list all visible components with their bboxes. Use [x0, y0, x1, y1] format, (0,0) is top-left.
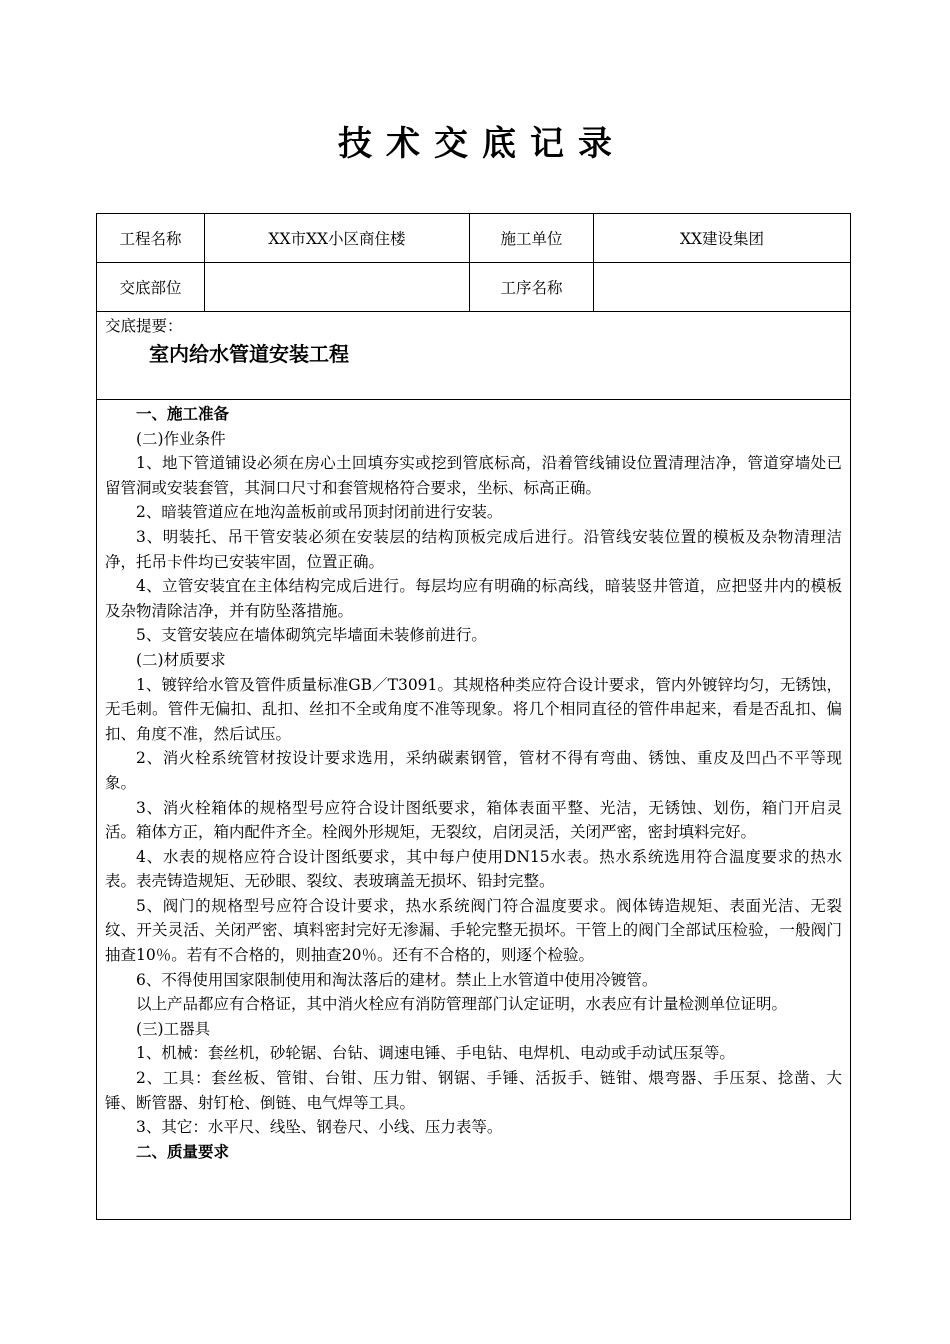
paragraph: 6、不得使用国家限制使用和淘汰落后的建材。禁止上水管道中使用冷镀管。	[136, 970, 658, 989]
project-name-label: 工程名称	[97, 214, 205, 262]
subsection-heading: (二)作业条件	[136, 429, 226, 448]
process-value	[594, 263, 850, 311]
paragraph: 1、地下管道铺设必须在房心土回填夯实或挖到管底标高，沿着管线铺设位置清理洁净，管道穿墙处已留管洞或安装套管，其洞口尺寸和套管规格符合要求，坐标、标高正确。	[105, 454, 842, 497]
contractor-label: 施工单位	[470, 214, 594, 262]
process-label: 工序名称	[470, 263, 594, 311]
subsection-heading: (三)工器具	[136, 1019, 211, 1038]
paragraph: 以上产品都应有合格证，其中消火栓应有消防管理部门认定证明，水表应有计量检测单位证明。	[136, 995, 788, 1014]
paragraph: 5、阀门的规格型号应符合设计要求，热水系统阀门符合温度要求。阀体铸造规矩、表面光洁、无裂纹、开关灵活、关闭严密、填料密封完好无渗漏、手轮完整无损坏。干管上的阀门全部试压检验，一般阀门抽查10％。若有不合格的，则抽查20％。还有不合格的，则逐个检验。	[105, 896, 842, 965]
paragraph: 3、明装托、吊干管安装必须在安装层的结构顶板完成后进行。沿管线安装位置的模板及杂物清理洁净，托吊卡件均已安装牢固，位置正确。	[105, 527, 842, 571]
content-body	[97, 400, 850, 1164]
section-heading: 二、质量要求	[136, 1142, 230, 1161]
summary-label: 交底提要：	[105, 317, 183, 335]
document-title: 技术交底记录	[338, 124, 626, 164]
header-row-2	[97, 263, 850, 312]
section-heading: 一、施工准备	[136, 405, 230, 423]
project-name-value: XX市XX小区商住楼	[205, 214, 470, 262]
paragraph: 4、立管安装宜在主体结构完成后进行。每层均应有明确的标高线，暗装竖井管道，应把竖井内的模板及杂物清除洁净，并有防坠落措施。	[105, 577, 842, 620]
paragraph: 3、消火栓箱体的规格型号应符合设计图纸要求，箱体表面平整、光洁，无锈蚀、划伤，箱门开启灵活。箱体方正，箱内配件齐全。栓阀外形规矩，无裂纹，启闭灵活，关闭严密，密封填料完好。	[105, 798, 842, 842]
location-label: 交底部位	[97, 263, 205, 311]
location-value	[205, 263, 470, 311]
paragraph: 5、支管安装应在墙体砌筑完毕墙面未装修前进行。	[136, 626, 487, 645]
record-table	[96, 213, 851, 1220]
paragraph: 1、机械：套丝机，砂轮锯、台钻、调速电锤、手电钻、电焊机、电动或手动试压泵等。	[136, 1044, 735, 1063]
paragraph: 2、暗装管道应在地沟盖板前或吊顶封闭前进行安装。	[136, 503, 503, 522]
contractor-value: XX建设集团	[679, 230, 765, 248]
paragraph: 3、其它：水平尺、线坠、钢卷尺、小线、压力表等。	[136, 1118, 503, 1137]
subsection-heading: (二)材质要求	[136, 650, 226, 669]
paragraph: 4、水表的规格应符合设计图纸要求，其中每户使用DN15水表。热水系统选用符合温度要求的热水表。表壳铸造规矩、无砂眼、裂纹、表玻璃盖无损坏、铅封完整。	[105, 847, 842, 891]
paragraph: 2、消火栓系统管材按设计要求选用，采纳碳素钢管，管材不得有弯曲、锈蚀、重皮及凹凸不平等现象。	[105, 749, 842, 792]
paragraph: 1、镀锌给水管及管件质量标准GB／T3091。其规格种类应符合设计要求，管内外镀锌均匀，无锈蚀，无毛刺。管件无偏扣、乱扣、丝扣不全或角度不准等现象。将几个相同直径的管件串起来，看是否乱扣、偏扣、角度不准，然后试压。	[105, 675, 842, 743]
paragraph: 2、工具：套丝板、管钳、台钳、压力钳、钢锯、手锤、活扳手、链钳、煨弯器、手压泵、捻凿、大锤、断管器、射钉枪、倒链、电气焊等工具。	[105, 1069, 842, 1112]
summary-text: 室内给水管道安装工程	[149, 342, 349, 366]
header-row-1	[97, 214, 850, 263]
summary-section	[97, 312, 850, 400]
